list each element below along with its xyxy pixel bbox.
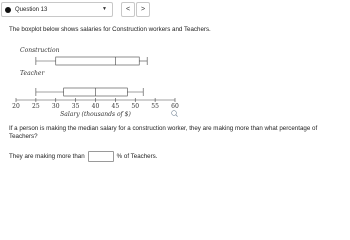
answer-prefix: They are making more than [9,153,85,160]
x-axis-label: Salary (thousands of $) [60,111,131,118]
teacher-label: Teacher [20,70,45,77]
x-tick-label: 50 [131,103,140,110]
answer-row [9,151,157,162]
answer-suffix: % of Teachers. [116,153,158,160]
x-tick-label: 45 [111,103,120,110]
x-tick-label: 30 [51,103,60,110]
previous-question-button[interactable]: < [121,2,135,17]
question-selector[interactable] [1,2,113,17]
construction-boxplot [20,47,147,65]
construction-box [56,57,139,65]
answer-input[interactable] [88,151,114,162]
x-tick-label: 25 [32,103,40,110]
x-tick-label: 20 [12,103,20,110]
question-text: If a person is making the median salary for a construction worker, they are making more than what percentage of Teachers? [9,125,318,140]
intro-text: The boxplot below shows salaries for Construction workers and Teachers. [9,26,211,33]
teacher-boxplot [20,70,143,96]
x-tick-label: 40 [91,103,100,110]
next-question-button[interactable]: > [136,2,150,17]
x-tick-label: 55 [151,103,159,110]
boxplot-chart [0,40,200,130]
construction-label: Construction [20,47,60,54]
status-dot-icon [5,7,11,13]
chevron-down-icon: ▼ [102,6,107,12]
question-label: Question 13 [15,6,48,13]
magnifier-icon[interactable] [172,111,178,117]
x-tick-label: 60 [171,103,179,110]
x-tick-label: 35 [71,103,80,110]
